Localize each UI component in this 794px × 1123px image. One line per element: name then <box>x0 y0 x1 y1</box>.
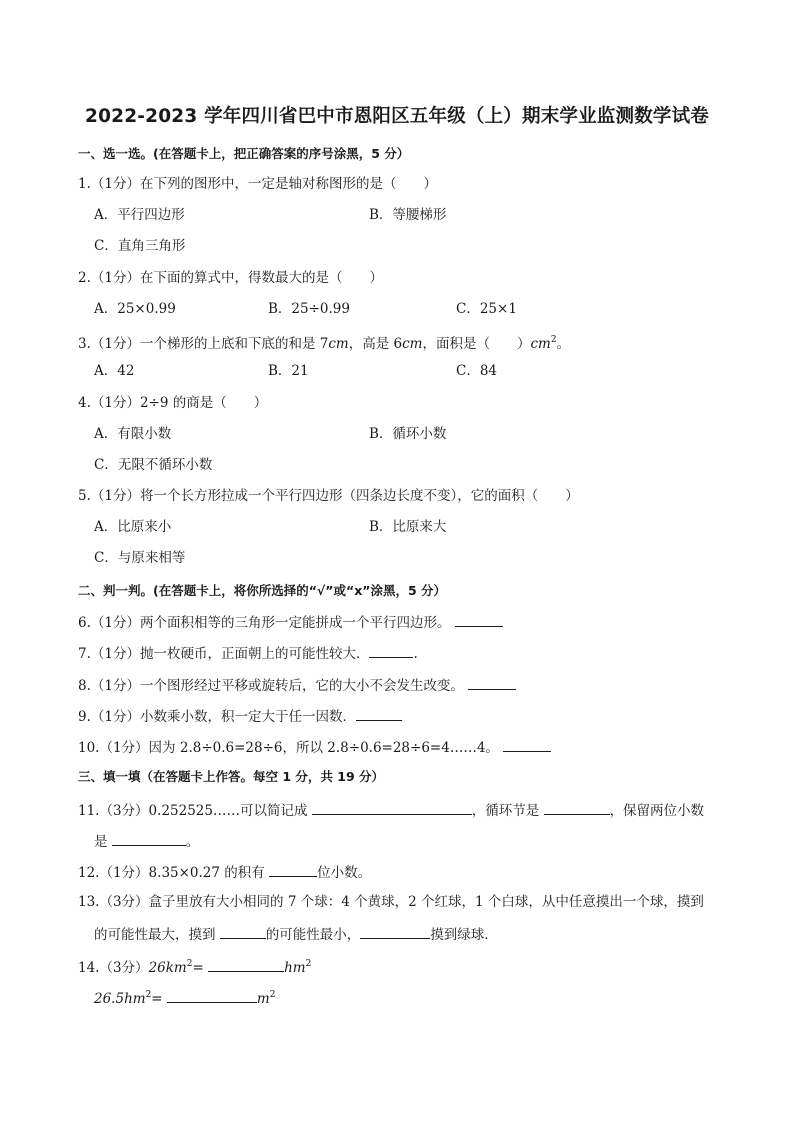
q12-blank[interactable] <box>269 862 317 877</box>
question-1: 1.（1分）在下列的图形中，一定是轴对称图形的是（ ） <box>78 176 437 192</box>
q1-option-c: C．直角三角形 <box>94 238 186 254</box>
q14-unit-1: km <box>165 960 187 976</box>
question-11-line-1 <box>78 800 704 820</box>
question-13-line-2 <box>94 924 498 944</box>
q7-answer-blank[interactable] <box>369 643 413 658</box>
section-1-heading: 一、选一选。(在答题卡上，把正确答案的序号涂黑，5 分） <box>78 146 410 161</box>
q4-option-a: A．有限小数 <box>94 426 172 442</box>
q3-unit-1: cm <box>328 336 349 352</box>
q1-option-b: B．等腰梯形 <box>369 207 447 223</box>
q14-unit-2: hm <box>284 960 306 976</box>
question-14-line-1 <box>78 955 311 977</box>
question-2: 2.（1分）在下面的算式中，得数最大的是（ ） <box>78 270 383 286</box>
q14-blank-1[interactable] <box>208 957 284 972</box>
q14-value-1: 26 <box>148 960 166 976</box>
q13-text-d: 摸到绿球． <box>430 927 498 943</box>
q3-superscript: 2 <box>550 335 557 345</box>
q4-option-b: B．循环小数 <box>369 426 447 442</box>
q5-option-c: C．与原来相等 <box>94 550 186 566</box>
q14-unit-4: m <box>256 991 270 1007</box>
q3-end: 。 <box>556 336 571 352</box>
q11-text-a: 11.（3分）0.252525……可以简记成 <box>78 803 312 819</box>
q3-unit-2: cm <box>402 336 423 352</box>
q5-option-a: A．比原来小 <box>94 519 172 535</box>
q14-sup-4: 2 <box>269 990 276 1000</box>
q2-option-b: B．25÷0.99 <box>268 301 350 317</box>
q13-blank-1[interactable] <box>220 924 266 939</box>
question-9 <box>78 706 402 726</box>
q3-value-2: 6 <box>393 336 403 352</box>
q3-option-c: C．84 <box>456 363 498 379</box>
q8-answer-blank[interactable] <box>468 675 516 690</box>
q11-blank-1[interactable] <box>312 800 472 815</box>
q13-blank-2[interactable] <box>360 924 430 939</box>
q5-option-b: B．比原来大 <box>369 519 447 535</box>
q14-equals-1: = <box>192 960 209 976</box>
question-5: 5.（1分）将一个长方形拉成一个平行四边形（四条边长度不变），它的面积（ ） <box>78 488 579 504</box>
q3-option-b: B．21 <box>268 363 309 379</box>
q2-option-a: A．25×0.99 <box>94 301 176 317</box>
q3-value-1: 7 <box>319 336 329 352</box>
q3-option-a: A．42 <box>94 363 135 379</box>
q9-answer-blank[interactable] <box>356 706 402 721</box>
q7-end: . <box>413 646 418 662</box>
section-2-heading: 二、判一判。(在答题卡上，将你所选择的“√”或“x”涂黑，5 分） <box>78 583 447 598</box>
q11-text-e: 。 <box>185 834 200 850</box>
q7-text: 7.（1分）抛一枚硬币，正面朝上的可能性较大． <box>78 646 370 662</box>
question-3 <box>78 331 570 353</box>
q14-value-2: 26.5 <box>94 991 125 1007</box>
question-12 <box>78 862 371 882</box>
question-10 <box>78 737 551 757</box>
q1-option-a: A．平行四边形 <box>94 207 185 223</box>
q14-blank-2[interactable] <box>167 988 257 1003</box>
q14-equals-2: = <box>151 991 167 1007</box>
exam-title: 2022-2023 学年四川省巴中市恩阳区五年级（上）期末学业监测数学试卷 <box>85 106 709 127</box>
q12-text-b: 位小数。 <box>317 865 372 881</box>
q6-answer-blank[interactable] <box>455 612 503 627</box>
question-6 <box>78 612 503 632</box>
q3-unit-3: cm <box>530 336 551 352</box>
q14-unit-3: hm <box>124 991 146 1007</box>
q13-text-c: 的可能性最小， <box>265 927 361 943</box>
q11-text-c: ，保留两位小数 <box>609 803 705 819</box>
q11-blank-3[interactable] <box>112 831 186 846</box>
q2-option-c: C．25×1 <box>456 301 517 317</box>
q9-text: 9.（1分）小数乘小数，积一定大于任一因数． <box>78 709 356 725</box>
q14-label: 14.（3分） <box>78 960 149 976</box>
question-7 <box>78 643 418 663</box>
question-8 <box>78 675 516 695</box>
q4-option-c: C．无限不循环小数 <box>94 457 213 473</box>
q10-answer-blank[interactable] <box>503 737 551 752</box>
q14-sup-2: 2 <box>305 959 312 969</box>
q3-stem-c: ，面积是（ ） <box>422 336 531 352</box>
q3-stem-b: ，高是 <box>348 336 394 352</box>
question-4: 4.（1分）2÷9 的商是（ ） <box>78 395 268 411</box>
question-14-line-2 <box>94 986 275 1008</box>
section-3-heading: 三、填一填（在答题卡上作答。每空 1 分，共 19 分） <box>78 769 385 784</box>
q6-text: 6.（1分）两个面积相等的三角形一定能拼成一个平行四边形。 <box>78 615 451 631</box>
question-11-line-2 <box>94 831 199 851</box>
q12-text-a: 12.（1分）8.35×0.27 的积有 <box>78 865 270 881</box>
q11-text-d: 是 <box>94 834 112 850</box>
q10-text: 10.（1分）因为 2.8÷0.6=28÷6，所以 2.8÷0.6=28÷6=4……4。 <box>78 740 499 756</box>
q13-text-b: 的可能性最大，摸到 <box>94 927 220 943</box>
q14-sup-3: 2 <box>145 990 152 1000</box>
q11-blank-2[interactable] <box>544 800 610 815</box>
q11-text-b: ，循环节是 <box>471 803 544 819</box>
question-13-line-1: 13.（3分）盒子里放有大小相同的 7 个球：4 个黄球，2 个红球，1 个白球，从中任意摸出一个球，摸到 <box>78 894 704 910</box>
q3-stem-a: 3.（1分）一个梯形的上底和下底的和是 <box>78 336 320 352</box>
q8-text: 8.（1分）一个图形经过平移或旋转后，它的大小不会发生改变。 <box>78 678 464 694</box>
q14-sup-1: 2 <box>186 959 193 969</box>
